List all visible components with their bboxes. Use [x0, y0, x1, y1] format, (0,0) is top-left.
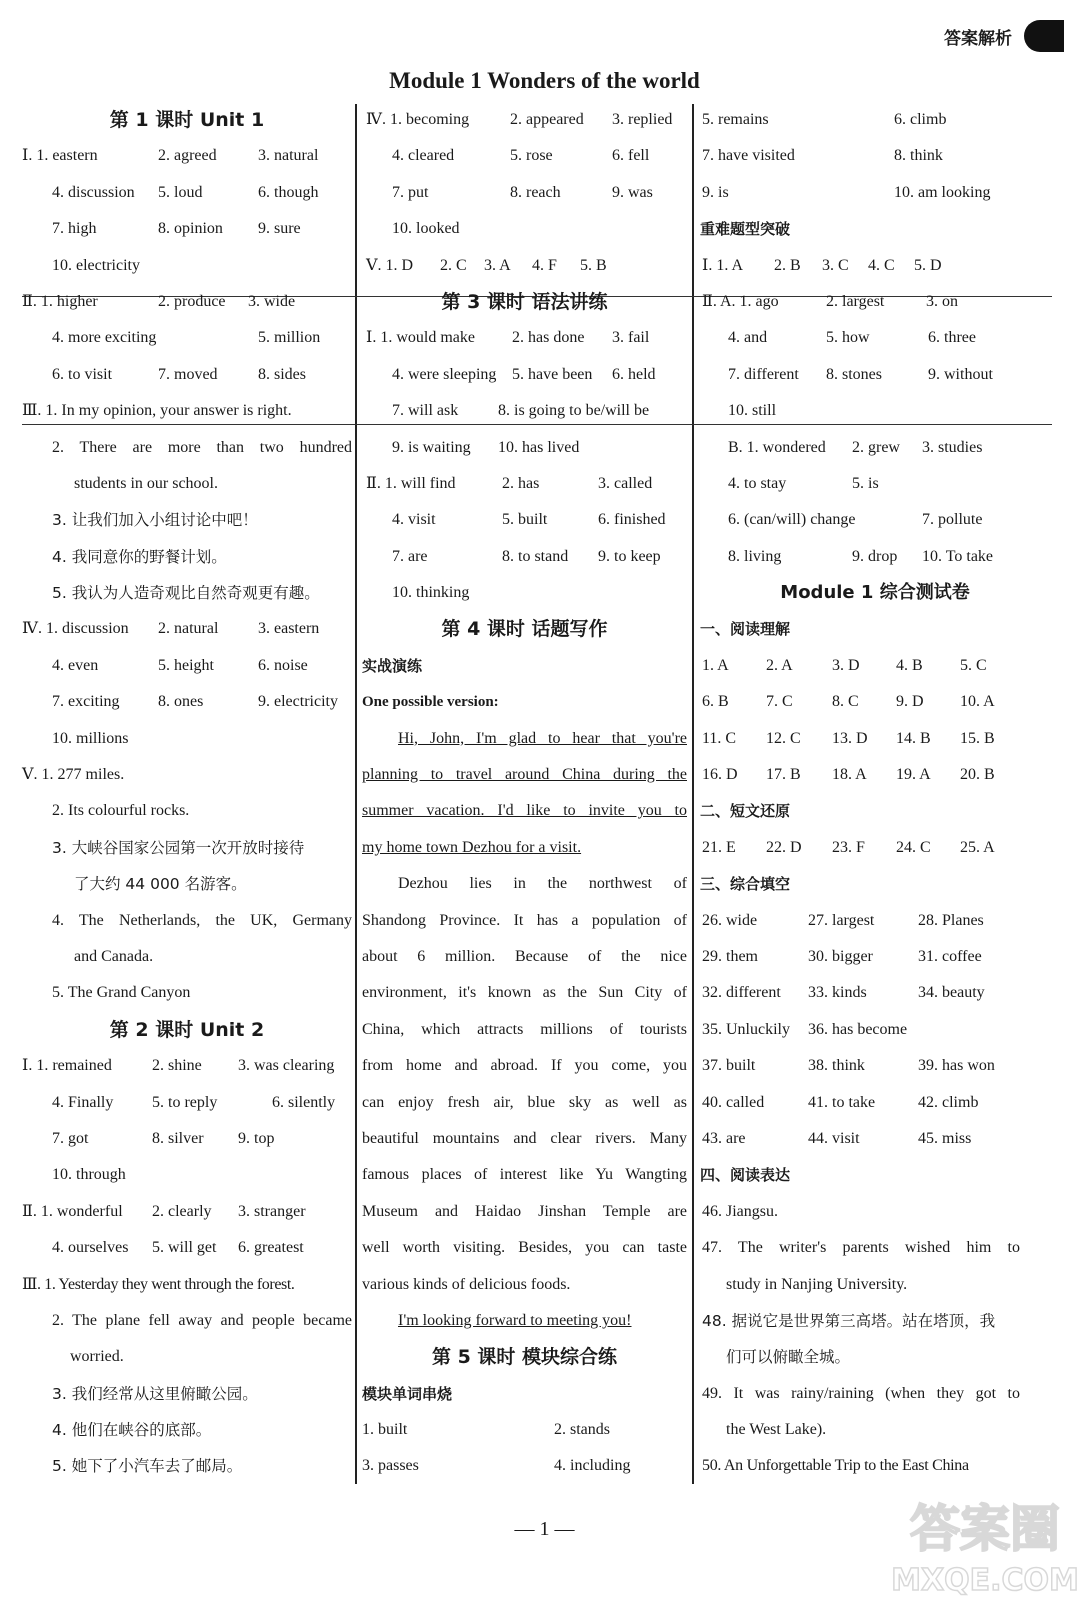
answer-row: Ⅳ. 1. discussion 2. natural 3. eastern [22, 620, 320, 638]
answer-row: 1. A 2. A 3. D 4. B 5. C [702, 656, 987, 674]
answer-row: 6. to visit 7. moved 8. sides [52, 365, 306, 383]
answer-row: 7. high 8. opinion 9. sure [52, 220, 301, 238]
answer-row: 4. The Netherlands, the UK, Germany [52, 911, 352, 929]
answer-row: 26. wide 27. largest 28. Planes [702, 911, 984, 929]
answer-row: 11. C 12. C 13. D 14. B 15. B [702, 729, 995, 747]
answer-row: Ⅲ. 1. Yesterday they went through the forest. [22, 1275, 295, 1293]
essay-line: famous places of interest like Yu Wangting [362, 1166, 687, 1184]
essay-line: can enjoy fresh air, blue sky as well as [362, 1093, 687, 1111]
answer-column-3 [700, 102, 1050, 1485]
answer-row: 7. have visited 8. think [702, 147, 943, 165]
answer-row: 4. 他们在峡谷的底部。 [52, 1421, 212, 1440]
watermark-logo [890, 1488, 1080, 1598]
answer-row: Ⅰ. 1. remained 2. shine 3. was clearing [22, 1057, 335, 1075]
answer-row: worried. [70, 1348, 124, 1366]
practice-label: 实战演练 [362, 656, 423, 675]
answer-row: 7. are 8. to stand 9. to keep [392, 547, 661, 565]
essay-line: my home town Dezhou for a visit. [362, 838, 582, 856]
answer-row: 3. 大峡谷国家公园第一次开放时接待 [52, 838, 305, 857]
answer-row: the West Lake). [726, 1421, 827, 1439]
answer-row: Ⅱ. A. 1. ago 2. largest 3. on [702, 292, 958, 310]
watermark-bottom-text: MXQE.COM [891, 1563, 1079, 1598]
answer-row: 5. 我认为人造奇观比自然奇观更有趣。 [52, 584, 320, 603]
section-reading-label: 一、阅读理解 [700, 620, 791, 639]
column-divider-2 [692, 104, 694, 1484]
answer-row: Ⅴ. 1. 277 miles. [22, 766, 125, 784]
answer-row: 43. are 44. visit 45. miss [702, 1129, 972, 1147]
answer-row: 49. It was rainy/raining (when they got to [702, 1384, 1020, 1402]
answer-row: 40. called 41. to take 42. climb [702, 1093, 979, 1111]
answer-row: 21. E 22. D 23. F 24. C 25. A [702, 838, 995, 856]
answer-row: 2. The plane fell away and people became [52, 1311, 352, 1329]
essay-line: well worth visiting. Besides, you can taste [362, 1239, 687, 1257]
answer-row: 16. D 17. B 18. A 19. A 20. B [702, 766, 995, 784]
answer-row: 了大约 44 000 名游客。 [74, 875, 247, 894]
answer-row: 4. Finally 5. to reply 6. silently [52, 1093, 336, 1111]
answer-row: 7. will ask 8. is going to be/will be [392, 402, 650, 420]
answer-row: 10. electricity [52, 256, 140, 274]
answer-row: 3. 我们经常从这里俯瞰公园。 [52, 1384, 258, 1403]
answer-row: 4. cleared 5. rose 6. fell [392, 147, 650, 165]
module-practice-heading: 第 5 课时 模块综合练 [431, 1346, 618, 1369]
answer-row: 4. discussion 5. loud 6. though [52, 183, 319, 201]
answer-row: students in our school. [74, 474, 218, 492]
answer-row: 4. to stay 5. is [728, 474, 879, 492]
answer-row: 4. even 5. height 6. noise [52, 656, 308, 674]
answer-row: 48. 据说它是世界第三高塔。站在塔顶，我 [702, 1311, 996, 1330]
unit2-heading: 第 2 课时 Unit 2 [109, 1018, 265, 1041]
answer-row: B. 1. wondered 2. grew 3. studies [728, 438, 983, 456]
answer-row: 4. ourselves 5. will get 6. greatest [52, 1239, 304, 1257]
answer-row: 5. 她下了小汽车去了邮局。 [52, 1457, 243, 1476]
answer-row: 10. still [728, 402, 777, 420]
word-chain-label: 模块单词串烧 [362, 1384, 453, 1403]
answer-column-1 [22, 102, 352, 1485]
essay-line: China, which attracts millions of tourists [362, 1020, 687, 1038]
header-tab-marker [1024, 20, 1064, 52]
answer-row: 29. them 30. bigger 31. coffee [702, 947, 982, 965]
essay-line: various kinds of delicious foods. [362, 1275, 571, 1293]
answer-row: 7. different 8. stones 9. without [728, 365, 993, 383]
test-heading: Module 1 综合测试卷 [780, 582, 970, 604]
answer-row: Ⅱ. 1. wonderful 2. clearly 3. stranger [22, 1202, 306, 1220]
answer-row: Ⅳ. 1. becoming 2. appeared 3. replied [366, 111, 673, 128]
section-restore-label: 二、短文还原 [700, 802, 791, 821]
answer-row: 2. Its colourful rocks. [52, 802, 190, 820]
answer-row: 4. were sleeping 5. have been 6. held [392, 365, 656, 383]
watermark-top-text: 答案圈 [910, 1500, 1060, 1558]
essay-line: from home and abroad. If you come, you [362, 1057, 687, 1075]
answer-row: 4. 我同意你的野餐计划。 [52, 547, 227, 566]
page-number: — 1 — [514, 1518, 575, 1540]
unit1-heading: 第 1 课时 Unit 1 [109, 109, 265, 131]
answer-row: 们可以俯瞰全城。 [726, 1348, 851, 1367]
answer-column-2 [362, 102, 687, 1485]
answer-row: 37. built 38. think 39. has won [702, 1057, 995, 1075]
answer-row: 9. is waiting 10. has lived [392, 438, 580, 456]
essay-line: Dezhou lies in the northwest of [398, 875, 687, 893]
answer-row: and Canada. [74, 947, 154, 965]
essay-line: Museum and Haidao Jinshan Temple are [362, 1202, 687, 1220]
essay-line: Shandong Province. It has a population of [362, 911, 687, 929]
answer-row: 9. is 10. am looking [702, 183, 991, 201]
answer-row: 10. looked [392, 220, 460, 238]
answer-row: 3. passes 4. including [362, 1457, 631, 1475]
section-express-label: 四、阅读表达 [700, 1166, 791, 1185]
answer-row: 6. B 7. C 8. C 9. D 10. A [702, 693, 995, 711]
essay-line: summer vacation. I'd like to invite you to [362, 802, 687, 820]
answer-row: 4. visit 5. built 6. finished [392, 511, 666, 529]
answer-row: Ⅰ. 1. eastern 2. agreed 3. natural [22, 147, 319, 165]
answer-row: 3. 让我们加入小组讨论中吧！ [52, 511, 258, 530]
answer-row: 5. remains 6. climb [702, 111, 947, 128]
answer-row: 4. and 5. how 6. three [728, 329, 976, 347]
answer-row: study in Nanjing University. [726, 1275, 908, 1293]
answer-row: 10. millions [52, 729, 129, 747]
answer-row: 46. Jiangsu. [702, 1202, 778, 1220]
column-divider-1 [355, 104, 357, 1484]
page-title: Module 1 Wonders of the world [389, 68, 700, 93]
essay-line: Hi, John, I'm glad to hear that you're [398, 729, 687, 747]
difficult-label: 重难题型突破 [700, 220, 791, 239]
answer-row: 6. (can/will) change 7. pollute [728, 511, 983, 529]
writing-heading: 第 4 课时 话题写作 [441, 618, 608, 641]
answer-row: 10. thinking [392, 584, 470, 602]
possible-version-label: One possible version: [362, 694, 499, 711]
answer-row: Ⅰ. 1. A 2. B 3. C 4. C 5. D [702, 256, 942, 274]
essay-line: about 6 million. Because of the nice [362, 947, 687, 965]
essay-line: planning to travel around China during the [362, 766, 687, 784]
essay-line: I'm looking forward to meeting you! [398, 1311, 632, 1329]
answer-row: Ⅱ. 1. higher 2. produce 3. wide [22, 292, 296, 310]
answer-row: 7. put 8. reach 9. was [392, 183, 653, 201]
answer-row: 8. living 9. drop 10. To take [728, 547, 994, 565]
answer-row: 5. The Grand Canyon [52, 984, 191, 1002]
answer-row: Ⅴ. 1. D 2. C 3. A 4. F 5. B [366, 256, 607, 274]
answer-row: 7. got 8. silver 9. top [52, 1129, 275, 1147]
header-label: 答案解析 [944, 29, 1012, 49]
grammar-heading: 第 3 课时 语法讲练 [441, 290, 608, 313]
answer-row: 32. different 33. kinds 34. beauty [702, 984, 985, 1002]
answer-row: 47. The writer's parents wished him to [702, 1239, 1020, 1257]
answer-row: 7. exciting 8. ones 9. electricity [52, 693, 338, 711]
section-fill-label: 三、综合填空 [700, 875, 791, 894]
answer-row: Ⅰ. 1. would make 2. has done 3. fail [366, 329, 650, 347]
answer-row: 50. An Unforgettable Trip to the East China [702, 1457, 969, 1475]
answer-row: Ⅲ. 1. In my opinion, your answer is right. [22, 402, 292, 420]
answer-row: 4. more exciting 5. million [52, 329, 321, 347]
answer-row: Ⅱ. 1. will find 2. has 3. called [366, 474, 653, 492]
answer-row: 2. There are more than two hundred [52, 438, 352, 456]
essay-line: environment, it's known as the Sun City of [362, 984, 687, 1002]
answer-row: 1. built 2. stands [362, 1421, 610, 1439]
answer-row: 10. through [52, 1166, 126, 1184]
essay-line: beautiful mountains and clear rivers. Many [362, 1129, 687, 1147]
answer-row: 35. Unluckily 36. has become [702, 1020, 908, 1038]
